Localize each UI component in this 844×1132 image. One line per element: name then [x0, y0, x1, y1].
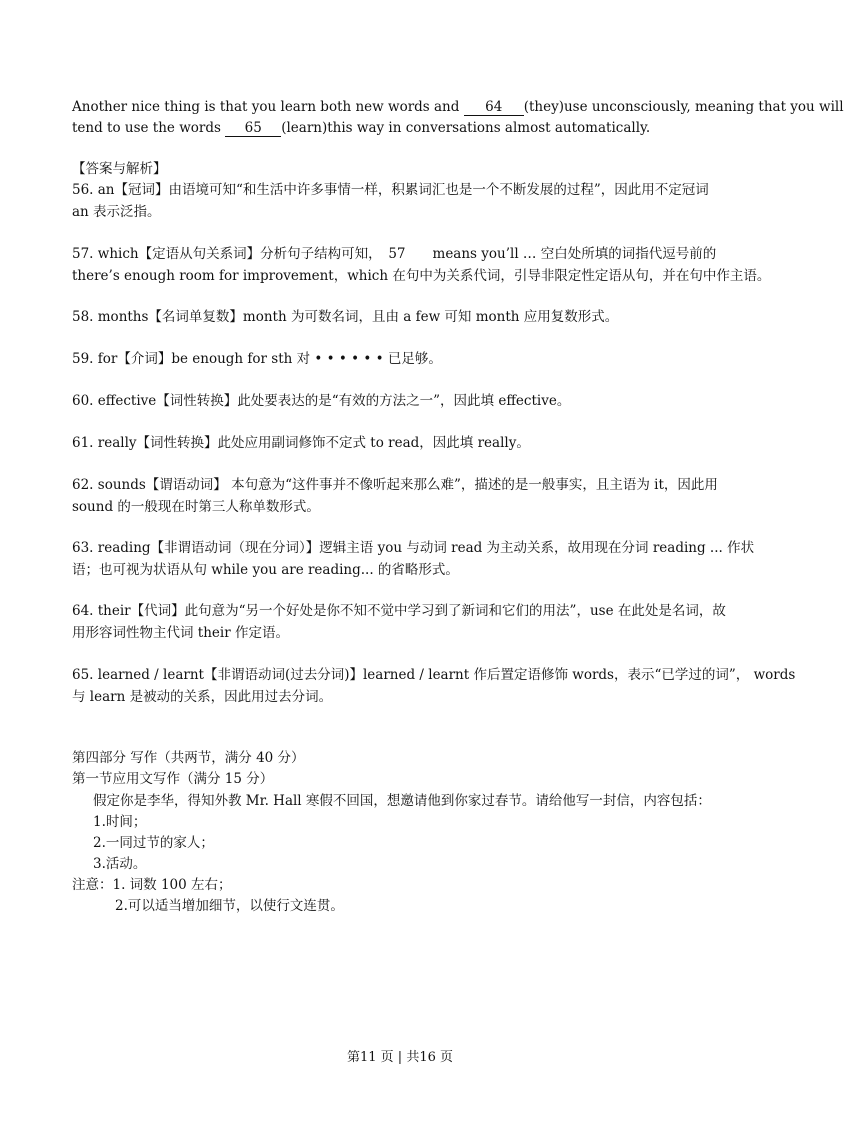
writing-note-2: 2.可以适当增加细节，以使行文连贯。 [115, 898, 344, 914]
blank-64: 64 [464, 99, 524, 116]
passage-text: tend to use the words [72, 120, 221, 136]
writing-prompt: 假定你是李华，得知外教 Mr. Hall 寒假不回国，想邀请他到你家过春节。请给他写一封信，内容包括： [93, 793, 711, 809]
answer-64-line-2: 用形容词性物主代词 their 作定语。 [72, 625, 289, 641]
answer-63-line-1: 63. reading【非谓语动词（现在分词）】逻辑主语 you 与动词 read 为主动关系，故用现在分词 reading ... 作状 [72, 540, 755, 556]
answer-62-line-2: sound 的一般现在时第三人称单数形式。 [72, 499, 320, 515]
answer-58: 58. months【名词单复数】month 为可数名词，且由 a few 可知 month 应用复数形式。 [72, 309, 619, 325]
answers-heading: 【答案与解析】 [72, 161, 167, 177]
answer-65-line-1: 65. learned / learnt【非谓语动词(过去分词)】learned / learnt 作后置定语修饰 words，表示“已学过的词”， words [72, 667, 796, 683]
writing-item-1: 1.时间； [93, 814, 147, 830]
writing-part-heading: 第四部分 写作（共两节，满分 40 分） [72, 750, 305, 766]
answer-57-line-1: 57. which【定语从句关系词】分析句子结构可知， 57 means you’ll … 空白处所填的词指代逗号前的 [72, 246, 717, 262]
passage-line-2 [72, 118, 650, 138]
passage-line-1 [72, 97, 844, 117]
answer-62-line-1: 62. sounds【谓语动词】 本句意为“这件事并不像听起来那么难”，描述的是一般事实，且主语为 it，因此用 [72, 477, 718, 493]
page-footer: 第11 页 | 共16 页 [347, 1050, 453, 1065]
writing-item-3: 3.活动。 [93, 856, 147, 872]
answer-57-line-2: there’s enough room for improvement，which 在句中为关系代词，引导非限定性定语从句，并在句中作主语。 [72, 268, 771, 284]
writing-item-2: 2.一同过节的家人； [93, 835, 214, 851]
writing-note-1: 注意：1. 词数 100 左右； [72, 877, 232, 893]
passage-text: Another nice thing is that you learn both new words and [72, 99, 460, 115]
blank-65: 65 [225, 120, 281, 137]
answer-61: 61. really【词性转换】此处应用副词修饰不定式 to read，因此填 really。 [72, 435, 530, 451]
answer-60: 60. effective【词性转换】此处要表达的是“有效的方法之一”，因此填 effective。 [72, 393, 571, 409]
passage-text: (learn)this way in conversations almost automatically. [281, 120, 651, 136]
answer-65-line-2: 与 learn 是被动的关系，因此用过去分词。 [72, 689, 333, 705]
answer-64-line-1: 64. their【代词】此句意为“另一个好处是你不知不觉中学习到了新词和它们的用法”，use 在此处是名词，故 [72, 603, 726, 619]
answer-56-line-2: an 表示泛指。 [72, 204, 161, 220]
answer-59: 59. for【介词】be enough for sth 对 • • • • • • 已足够。 [72, 351, 442, 367]
answer-56-line-1: 56. an【冠词】由语境可知“和生活中许多事情一样，积累词汇也是一个不断发展的过程”，因此用不定冠词 [72, 182, 709, 198]
passage-text: (they)use unconsciously, meaning that you will [523, 99, 844, 115]
answer-63-line-2: 语；也可视为状语从句 while you are reading... 的省略形式。 [72, 562, 459, 578]
writing-section-heading: 第一节应用文写作（满分 15 分） [72, 771, 274, 787]
